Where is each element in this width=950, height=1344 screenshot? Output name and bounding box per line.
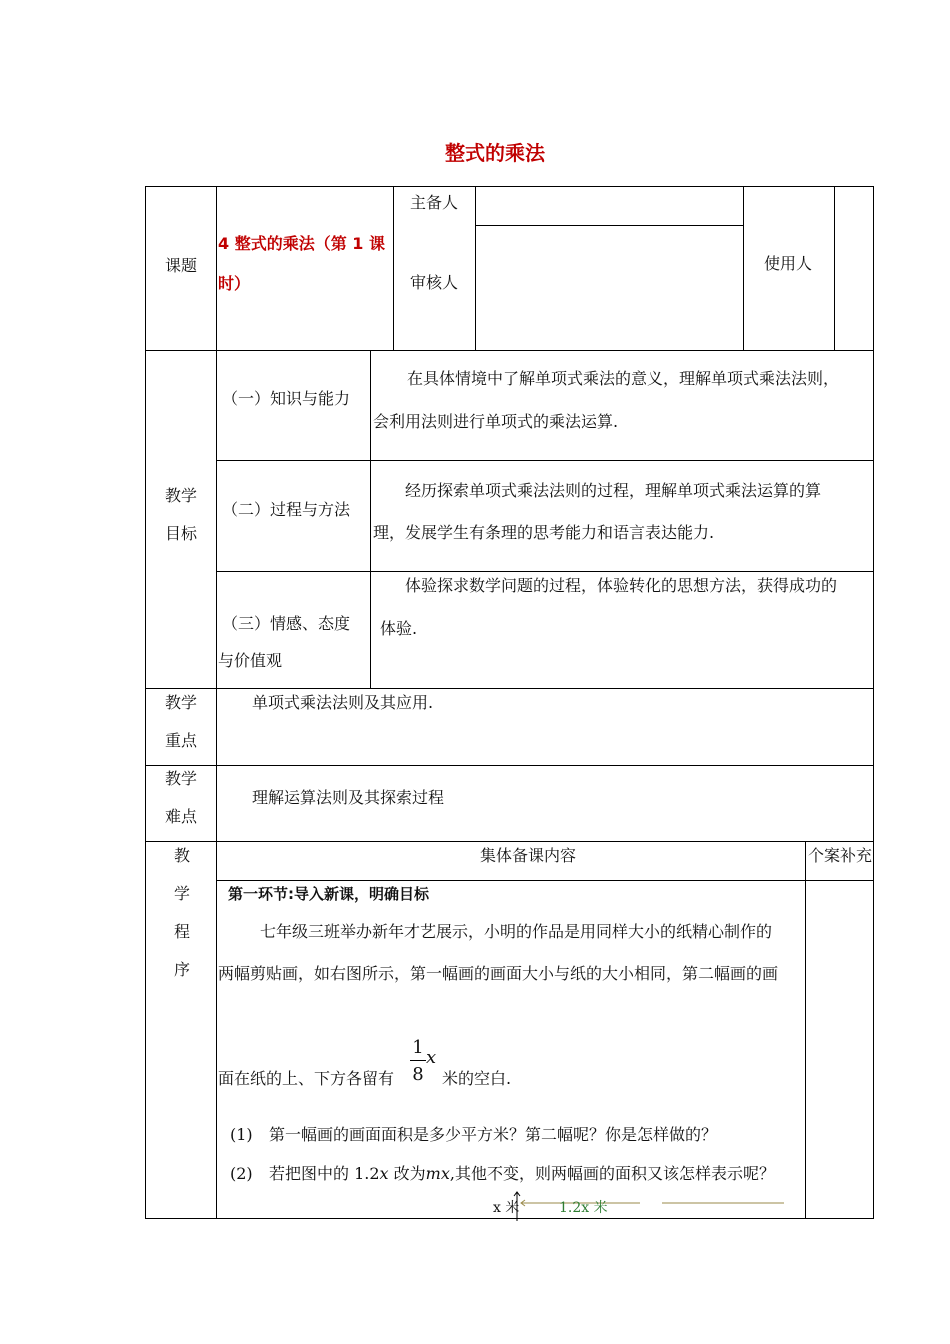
difficulties-label-line1: 教学: [165, 769, 198, 788]
fraction-variable: x: [426, 1047, 437, 1068]
procedure-label-char-1: 教: [174, 846, 191, 865]
page-title: 整式的乘法: [445, 141, 545, 165]
objective-1-line1: 在具体情境中了解单项式乘法的意义，理解单项式乘法法则，: [407, 369, 840, 388]
objective-1-name: （一）知识与能力: [222, 389, 351, 408]
objectives-label-line2: 目标: [165, 524, 198, 543]
key-points-value: 单项式乘法法则及其应用.: [252, 693, 434, 712]
objective-3-name-line1: （三）情感、态度: [222, 614, 351, 633]
objective-3-name-line2: 与价值观: [218, 651, 283, 670]
key-points-label-line2: 重点: [165, 731, 198, 750]
reviewer-label: 审核人: [410, 273, 459, 292]
figure-dimension-lines: [490, 1188, 790, 1222]
supplement-header: 个案补充: [808, 846, 873, 865]
difficulties-label-line2: 难点: [165, 807, 198, 826]
objective-2-line2: 理，发展学生有条理的思考能力和语言表达能力.: [373, 523, 715, 542]
objective-1-line2: 会利用法则进行单项式的乘法运算.: [373, 412, 619, 431]
procedure-label-char-4: 序: [174, 960, 191, 979]
topic-value-line1: 4 整式的乘法（第 1 课: [218, 234, 385, 253]
paragraph-line1: 七年级三班举办新年才艺展示，小明的作品是用同样大小的纸精心制作的: [260, 922, 773, 941]
difficulties-value: 理解运算法则及其探索过程: [252, 788, 445, 807]
preparer-label: 主备人: [410, 193, 459, 212]
paragraph-line3-suffix: 米的空白.: [442, 1069, 512, 1088]
objective-2-line1: 经历探索单项式乘法法则的过程，理解单项式乘法运算的算: [405, 481, 822, 500]
procedure-label-char-2: 学: [174, 884, 191, 903]
section-title: 第一环节:导入新课，明确目标: [228, 885, 429, 903]
user-label: 使用人: [764, 254, 813, 273]
figure-width-label: 1.2x 米: [559, 1200, 608, 1216]
paragraph-line3-prefix: 面在纸的上、下方各留有: [218, 1069, 395, 1088]
fraction-numerator: 1: [412, 1037, 424, 1058]
fraction-denominator: 8: [412, 1064, 424, 1085]
question-1-text: 第一幅画的画面面积是多少平方米？第二幅呢？你是怎样做的？: [269, 1125, 718, 1144]
figure-height-label: x 米: [493, 1200, 520, 1216]
key-points-label-line1: 教学: [165, 693, 198, 712]
topic-label: 课题: [165, 256, 198, 275]
content-header: 集体备课内容: [480, 846, 577, 865]
question-1-number: (1): [230, 1125, 253, 1144]
question-2-text: 若把图中的 1.2x 改为mx,其他不变，则两幅画的面积又该怎样表示呢？: [269, 1164, 775, 1183]
objectives-label-line1: 教学: [165, 486, 198, 505]
procedure-label-char-3: 程: [174, 922, 191, 941]
objective-3-line1: 体验探求数学问题的过程，体验转化的思想方法，获得成功的: [405, 576, 838, 595]
question-2-number: (2): [230, 1164, 253, 1183]
paragraph-line2: 两幅剪贴画，如右图所示，第一幅画的画面大小与纸的大小相同，第二幅画的画: [218, 964, 779, 983]
objective-3-line2: 体验.: [380, 619, 418, 638]
topic-value-line2: 时）: [218, 274, 251, 293]
objective-2-name: （二）过程与方法: [222, 500, 351, 519]
